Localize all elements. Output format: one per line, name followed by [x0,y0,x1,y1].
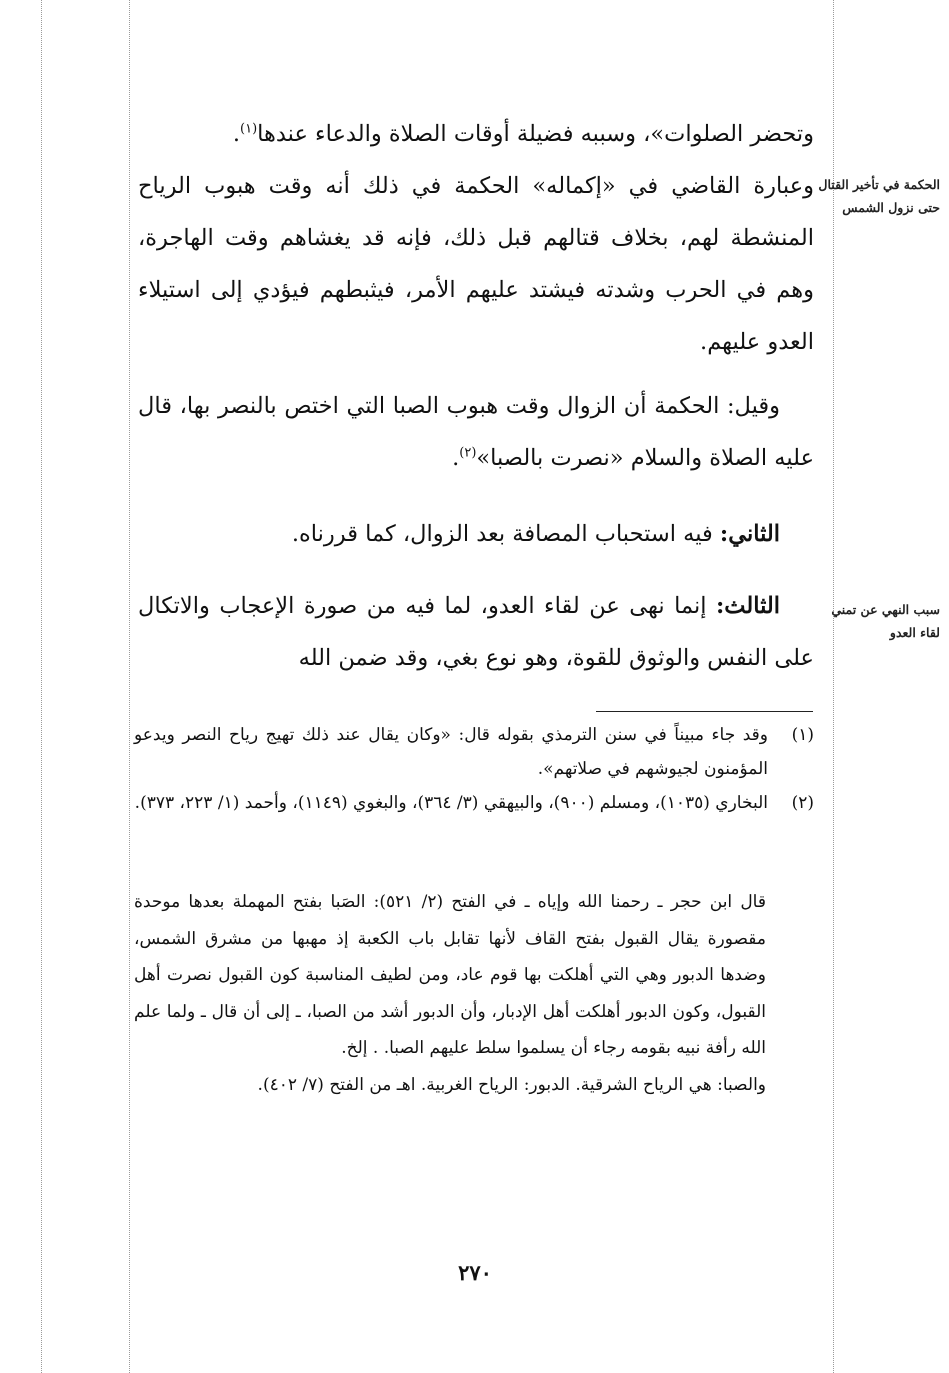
main-text-block-1 [138,108,814,368]
paragraph-4 [138,508,814,560]
footnote-separator [596,711,813,712]
margin-note-1: الحكمة في تأخير القتال حتى نزول الشمس [818,177,940,215]
footnote-ref-2[interactable]: (٢) [459,445,477,461]
paragraph-2: وعبارة القاضي في «إكماله» الحكمة في ذلك أنه وقت هبوب الرياح المنشطة لهم، بخلاف قتالهم قبل ذلك، فإنه قد يغشاهم وقت الهاجرة، وهم في الحرب وشدته فيشتد عليهم الأمر، فيثبطهم فيؤدي إلى استيلاء العدو عليهم. [138,173,814,355]
paragraph-3-end: . [452,445,460,471]
footnote-1-number: (١) [791,725,814,745]
page-number: ٢٧٠ [458,1260,492,1285]
paragraph-1 [138,108,814,160]
footnotes [134,718,814,820]
paragraph-4-text: فيه استحباب المصافة بعد الزوال، كما قررناه. [291,521,720,547]
margin-note-2: سبب النهي عن تمني لقاء العدو [831,602,940,640]
paragraph-5-text: إنما نهى عن لقاء العدو، لما فيه من صورة الإعجاب والاتكال على النفس والوثوق للقوة، وهو نوع بغي، وقد ضمن الله [138,593,814,671]
paragraph-3 [138,380,814,484]
commentary-paragraph-1: قال ابن حجر ـ رحمنا الله وإياه ـ في الفتح (٢/ ٥٢١): الصَبا بفتح المهملة بعدها موحدة مقصورة يقال القبول بفتح القاف لأنها تقابل باب الكعبة إذ مهبها من مشرق الشمس، وضدها الدبور وهي التي أهلكت بها قوم عاد، ومن لطيف المناسبة كون القبول نصرت أهل القبول، وكون الدبور أهلكت أهل الإدبار، وأن الدبور أشد من الصبا، ـ إلى أن قال ـ ولما علم الله رأفة نبيه بقومه رجاء أن يسلموا سلط عليهم الصبا. . إلخ. [134,892,766,1058]
main-text-block-2 [138,380,814,484]
main-text-block-3 [138,508,814,560]
paragraph-5-lead: الثالث: [715,593,780,619]
paragraph-3-text: وقيل: الحكمة أن الزوال وقت هبوب الصبا التي اختص بالنصر بها، قال عليه الصلاة والسلام «نصرت بالصبا» [138,393,814,471]
commentary-paragraph-2: والصبا: هي الرياح الشرقية. الدبور: الرياح الغربية. اهـ من الفتح (٧/ ٤٠٢). [257,1074,766,1095]
scan-guide-line [129,0,130,1373]
footnote-2-number: (٢) [791,793,814,813]
paragraph-1-end: . [232,121,240,147]
footnote-1 [134,718,814,786]
paragraph-5 [138,580,814,684]
footnote-ref-1[interactable]: (١) [240,121,258,137]
footnote-2 [134,786,814,820]
footnote-commentary [134,884,766,1103]
footnote-1-text: وقد جاء مبيناً في سنن الترمذي بقوله قال: «وكان يقال عند ذلك تهيج رياح النصر ويدعو المؤمنون لجيوشهم في صلاتهم». [134,725,768,779]
paragraph-4-lead: الثاني: [719,521,780,547]
scan-guide-line [41,0,42,1373]
main-text-block-4 [138,580,814,684]
footnote-2-text: البخاري (١٠٣٥)، ومسلم (٩٠٠)، والبيهقي (٣/ ٣٦٤)، والبغوي (١١٤٩)، وأحمد (١/ ٢٢٣، ٣٧٣). [134,793,768,813]
paragraph-1-text: وتحضر الصلوات»، وسببه فضيلة أوقات الصلاة والدعاء عندها [257,121,814,147]
